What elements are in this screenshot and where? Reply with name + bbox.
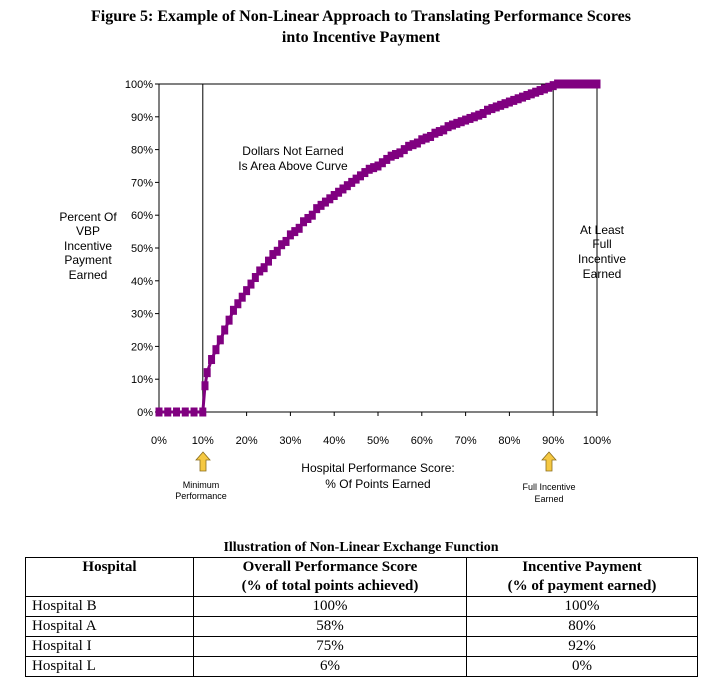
data-point [204,368,211,377]
cell-hospital: Hospital A [26,617,194,637]
data-point [201,381,208,390]
y-tick-label: 100% [124,79,153,91]
x-axis-label-line2: % Of Points Earned [325,477,431,491]
cell-score: 58% [194,617,467,637]
y-axis-label-line5: Earned [68,268,108,282]
x-tick-label: 20% [235,435,258,447]
full-earned-annotation-line1: At Least [579,223,625,237]
full-earned-annotation-line4: Earned [582,267,622,281]
figure-title-line2: into Incentive Payment [281,29,441,46]
data-point [173,408,180,417]
chart-axes [159,84,597,412]
full-incentive-marker [522,452,575,504]
y-tick-label: 0% [137,407,153,419]
full-incentive-label-line1: Full Incentive [522,482,576,492]
data-point [182,408,189,417]
cell-hospital: Hospital B [26,597,194,617]
y-tick-label: 80% [130,144,153,157]
data-point [212,345,219,354]
data-point [164,408,171,417]
y-axis-label-line4: Payment [64,253,112,267]
min-performance-label-line1: Minimum [182,480,220,490]
x-tick-label: 10% [191,435,214,447]
header-score [194,558,467,597]
table-row [26,597,698,617]
table-row [26,637,698,657]
cell-hospital: Hospital I [26,637,194,657]
y-tick-label: 40% [130,275,153,288]
cell-hospital: Hospital L [26,657,194,677]
data-point [199,408,206,417]
data-point [156,408,163,417]
header-hospital-line1: Hospital [82,559,137,575]
series-curve [156,80,601,417]
x-axis-ticks [151,412,611,447]
table-title: Illustration of Non-Linear Exchange Function [223,540,499,555]
threshold-lines [203,84,553,412]
y-axis-label-line2: VBP [75,224,101,238]
data-point [594,80,601,89]
table-row [26,617,698,637]
table-header-row [26,558,698,597]
y-tick-label: 70% [130,177,153,190]
cell-payment: 80% [467,617,698,637]
up-arrow-icon [542,452,556,471]
full-earned-annotation-line2: Full [592,237,612,251]
y-tick-label: 50% [130,243,153,255]
table-row [26,657,698,677]
not-earned-annotation-line2: Is Area Above Curve [238,159,348,173]
data-point [221,326,228,335]
y-axis-ticks [125,79,159,419]
header-score-line2: (% of total points achieved) [241,578,419,594]
header-score-line1: Overall Performance Score [242,559,418,575]
x-tick-label: 0% [151,435,167,447]
x-tick-label: 30% [279,435,302,447]
data-point [208,355,215,364]
y-tick-label: 60% [130,210,153,223]
x-tick-label: 40% [323,435,346,447]
full-earned-annotation-line3: Incentive [577,252,627,266]
x-tick-label: 50% [366,435,390,447]
y-tick-label: 90% [130,111,153,124]
header-payment [467,558,698,597]
y-tick-label: 10% [130,374,153,387]
y-axis-label-line1: Percent Of [59,210,117,224]
figure-title-line1: Figure 5: Example of Non-Linear Approach to Translating Performance Scores [91,8,631,25]
cell-payment: 0% [467,657,698,677]
header-payment-line1: Incentive Payment [522,559,642,575]
x-tick-label: 70% [454,435,477,447]
x-tick-label: 80% [498,435,521,447]
cell-score: 6% [194,657,467,677]
not-earned-annotation-line1: Dollars Not Earned [242,144,344,158]
y-tick-label: 30% [130,308,153,321]
x-tick-label: 100% [582,435,612,447]
x-tick-label: 90% [542,435,565,447]
data-point [226,316,233,325]
full-incentive-label-line2: Earned [534,494,564,504]
series-line [159,84,597,412]
exchange-function-table [25,557,698,677]
data-point [217,335,224,344]
data-point [191,408,198,417]
cell-payment: 92% [467,637,698,657]
x-axis-label-line1: Hospital Performance Score: [301,461,455,475]
header-hospital [26,558,194,597]
header-payment-line2: (% of payment earned) [507,578,657,594]
cell-score: 75% [194,637,467,657]
up-arrow-icon [196,452,210,471]
y-tick-label: 20% [130,341,153,354]
x-tick-label: 60% [410,435,433,447]
cell-score: 100% [194,597,467,617]
min-performance-label-line2: Performance [175,491,227,501]
y-axis-label-line3: Incentive [63,239,113,253]
min-performance-marker [175,452,227,501]
cell-payment: 100% [467,597,698,617]
plot-frame [159,84,597,412]
